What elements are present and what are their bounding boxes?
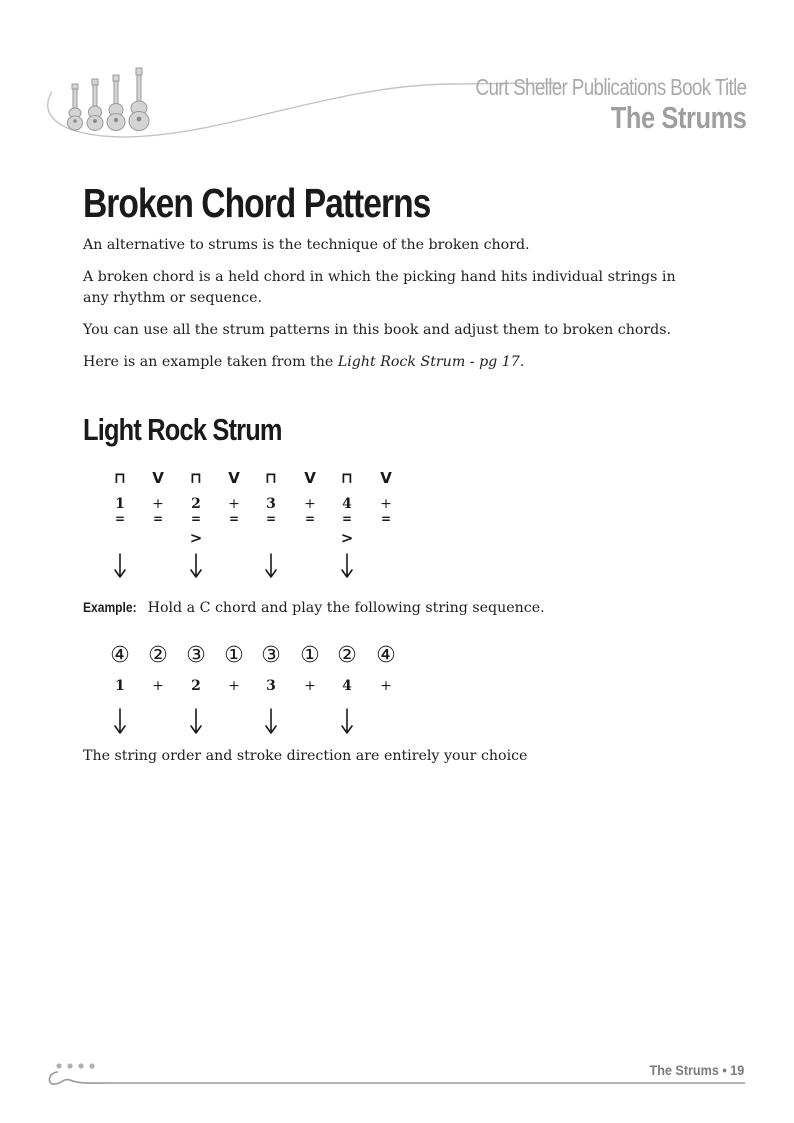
closing-note: The string order and stroke direction are entirely your choice	[83, 748, 528, 764]
upstroke-icon: V	[228, 469, 240, 487]
beat-count: +	[380, 678, 392, 694]
reference-link-text: Light Rock Strum - pg 17	[337, 354, 520, 370]
rhythm-mark: =	[152, 512, 164, 526]
rhythm-mark: =	[304, 512, 316, 526]
rhythm-mark: =	[228, 512, 240, 526]
accent-mark-icon: >	[189, 529, 203, 547]
beat-count: 2	[191, 496, 201, 512]
beat-count: +	[228, 496, 240, 512]
upstroke-icon: V	[380, 469, 392, 487]
paragraph-intro: An alternative to strums is the technique of the broken chord.	[83, 237, 530, 253]
upstroke-icon: V	[304, 469, 316, 487]
beat-count: +	[228, 678, 240, 694]
example-instruction: Example: Hold a C chord and play the following string sequence.	[83, 600, 545, 616]
beat-count: 2	[191, 678, 201, 694]
downstroke-icon: ⊓	[190, 469, 202, 487]
beat-count: +	[304, 678, 316, 694]
beat-count: 1	[115, 678, 125, 694]
beat-count: 4	[342, 496, 352, 512]
header-section-title: The Strums	[611, 100, 747, 135]
paragraph-definition: A broken chord is a held chord in which the picking hand hits individual strings in any rhythm or sequence.	[83, 269, 676, 306]
accent-mark-icon: >	[340, 529, 354, 547]
string-number: ④	[376, 643, 396, 668]
downstroke-icon: ⊓	[265, 469, 277, 487]
down-arrow-icon	[342, 709, 352, 733]
string-number: ②	[337, 643, 357, 668]
beat-count: +	[304, 496, 316, 512]
beat-count: 4	[342, 678, 352, 694]
header-publisher: Curt Sheller Publications Book Title	[475, 74, 746, 100]
beat-count: 1	[115, 496, 125, 512]
section-title-light-rock-strum: Light Rock Strum	[83, 412, 282, 447]
paragraph-usage: You can use all the strum patterns in this book and adjust them to broken chords.	[83, 322, 672, 338]
beat-count: 3	[266, 496, 276, 512]
downstroke-icon: ⊓	[114, 469, 126, 487]
rhythm-mark: =	[190, 512, 202, 526]
page-footer: The Strums • 19	[649, 1062, 744, 1078]
string-number: ④	[110, 643, 130, 668]
string-number: ③	[261, 643, 281, 668]
rhythm-mark: =	[114, 512, 126, 526]
beat-count: 3	[266, 678, 276, 694]
rhythm-mark: =	[341, 512, 353, 526]
string-number: ①	[224, 643, 244, 668]
down-arrow-icon	[115, 709, 125, 733]
string-number: ③	[186, 643, 206, 668]
upstroke-icon: V	[152, 469, 164, 487]
rhythm-mark: =	[265, 512, 277, 526]
string-number: ①	[300, 643, 320, 668]
downstroke-icon: ⊓	[341, 469, 353, 487]
string-number: ②	[148, 643, 168, 668]
down-arrow-icon	[191, 709, 201, 733]
down-arrow-icon	[266, 709, 276, 733]
beat-count: +	[152, 496, 164, 512]
beat-count: +	[380, 496, 392, 512]
rhythm-mark: =	[380, 512, 392, 526]
page-title: Broken Chord Patterns	[83, 180, 431, 226]
beat-count: +	[152, 678, 164, 694]
paragraph-reference: Here is an example taken from the Light Rock Strum - pg 17.	[83, 354, 525, 370]
example-label: Example:	[83, 600, 137, 616]
